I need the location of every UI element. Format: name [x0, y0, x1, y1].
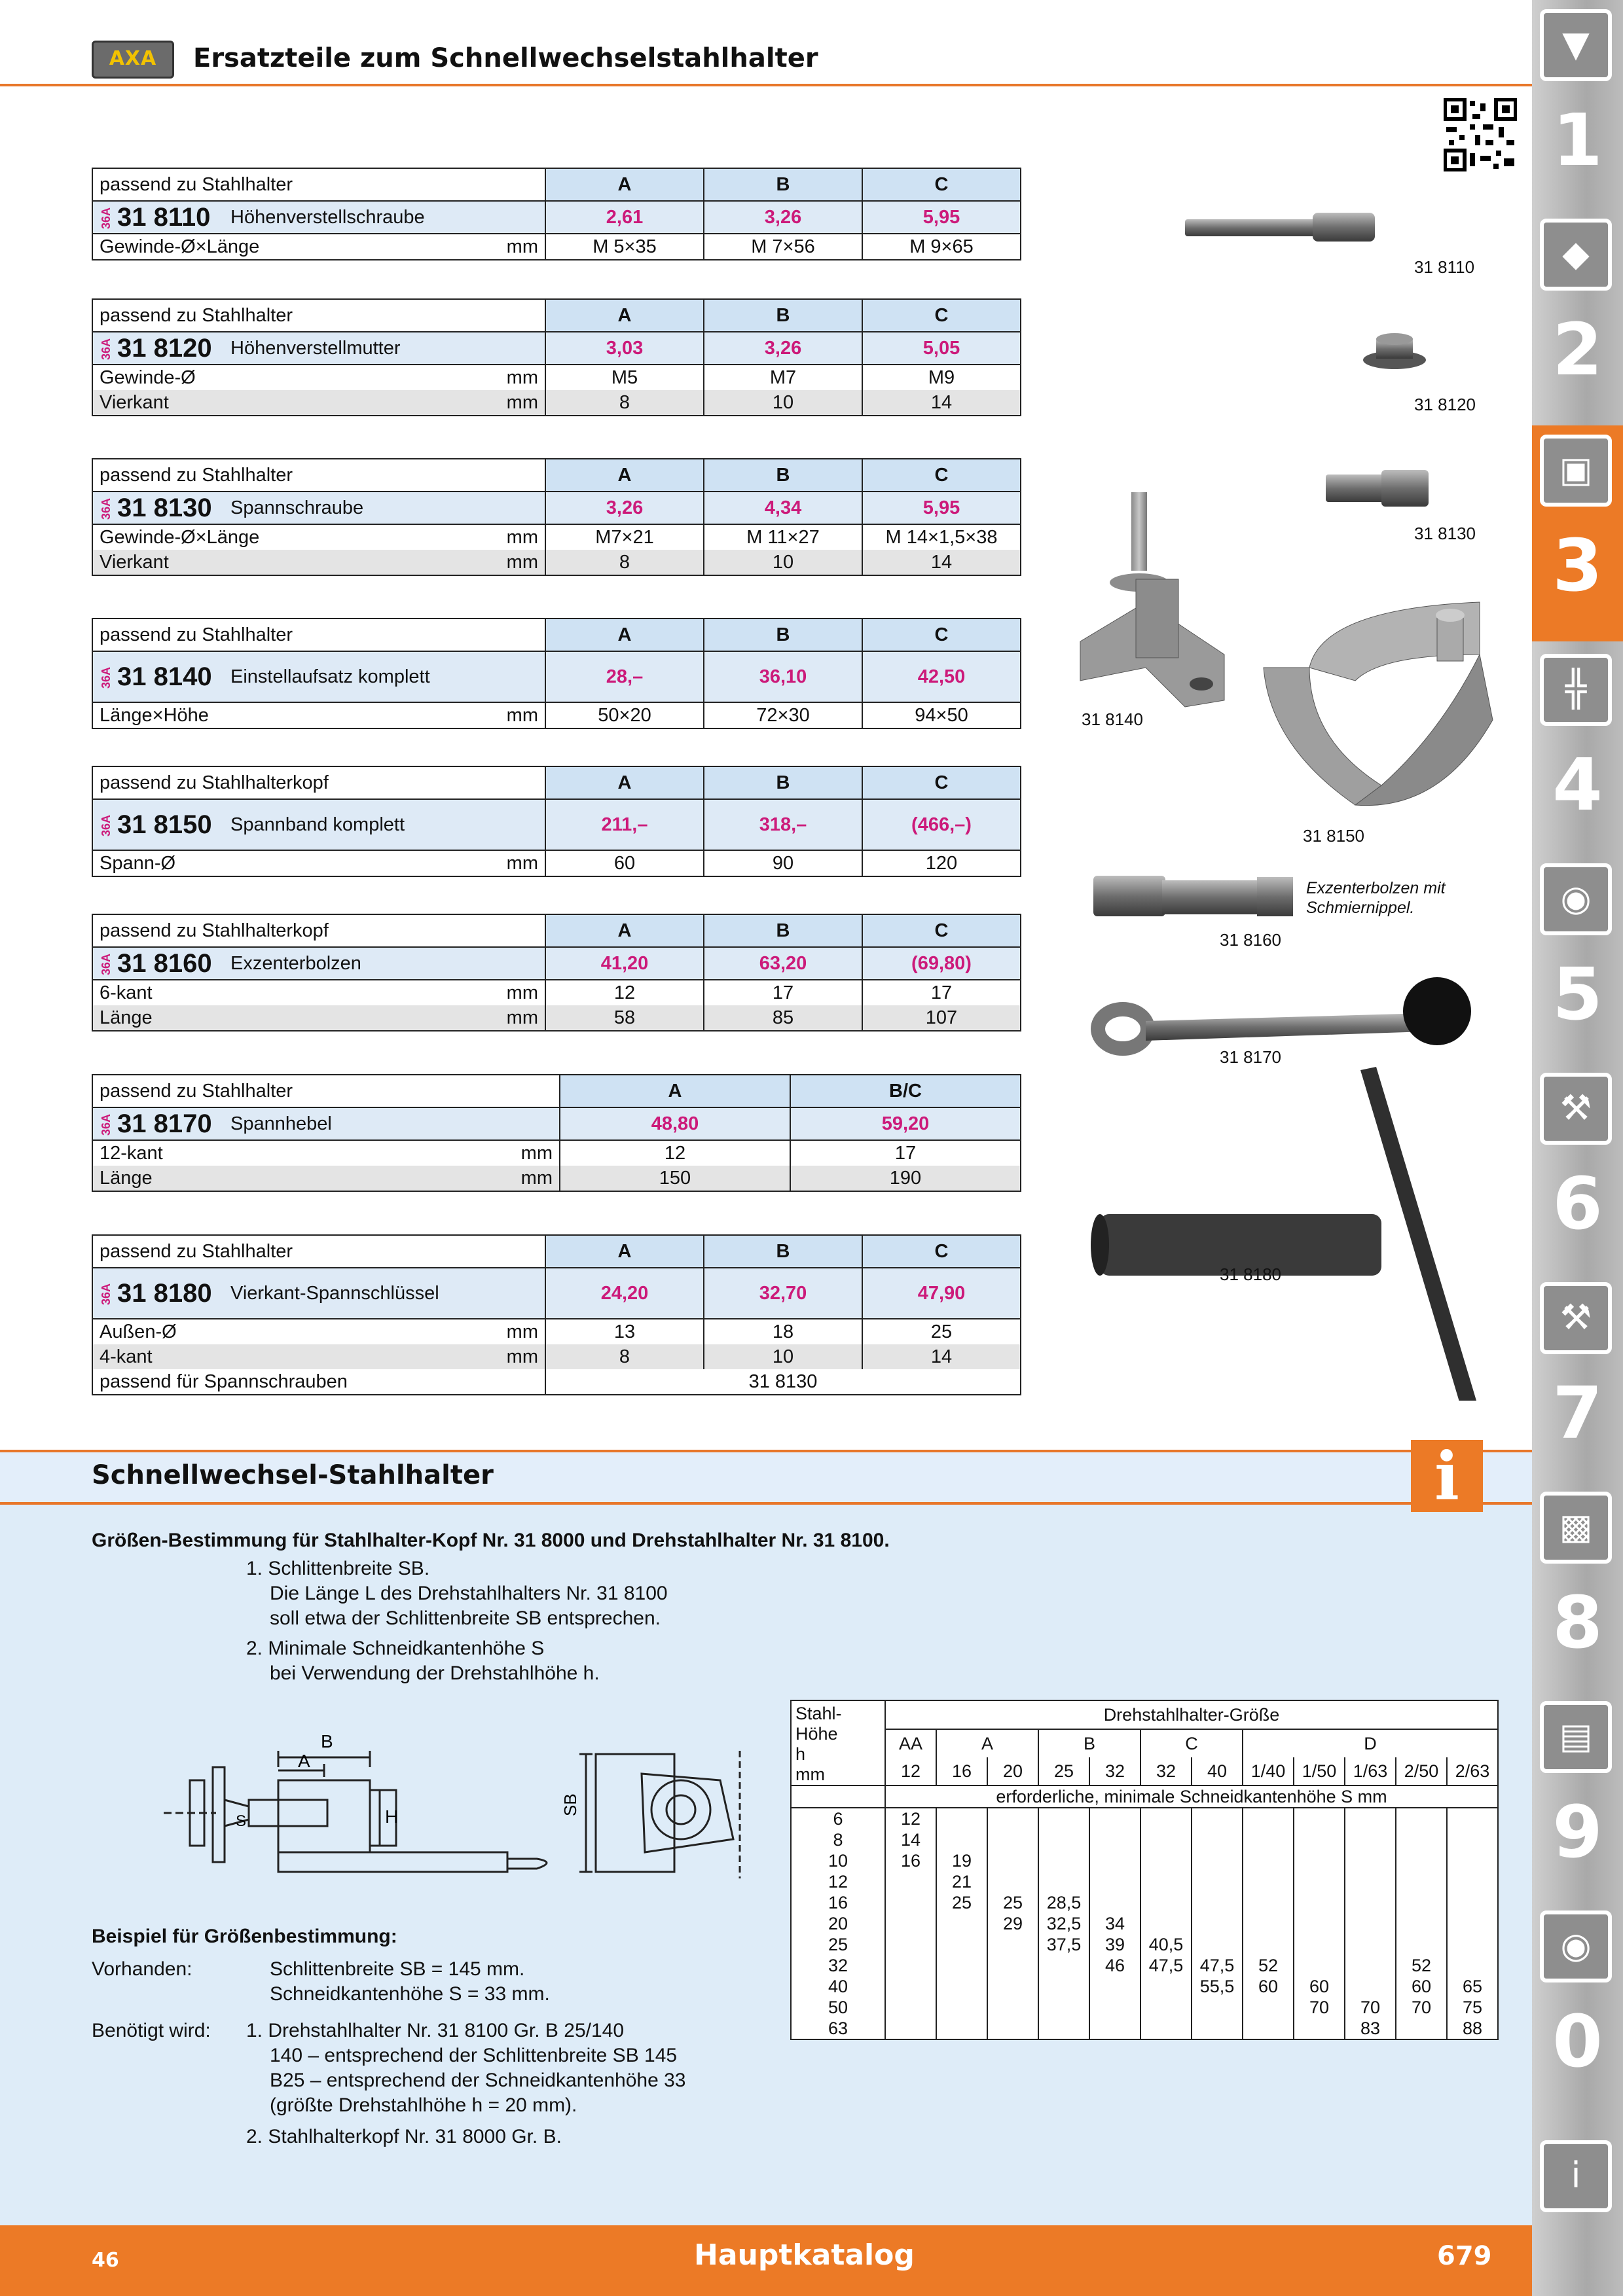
hammer-icon: ⚒	[1540, 1282, 1612, 1354]
size-table-cell	[1038, 1850, 1089, 1871]
footer-catalog-title: Hauptkatalog	[694, 2238, 915, 2272]
label-318180: 31 8180	[1220, 1265, 1281, 1284]
given-line-1: Schlittenbreite SB = 145 mm.	[270, 1958, 525, 1980]
size-table-cell	[936, 1955, 987, 1976]
size-table-cell	[1447, 1934, 1498, 1955]
size-table-cell	[1038, 1976, 1089, 1997]
cabinet-icon: ▤	[1540, 1701, 1612, 1773]
tab-chapter-7[interactable]: ⚒ 7	[1532, 1273, 1623, 1482]
size-col-6: 40	[1192, 1757, 1243, 1785]
size-table-cell	[1243, 1913, 1294, 1934]
size-col-4: 32	[1089, 1757, 1140, 1785]
size-table-cell	[1396, 1808, 1447, 1829]
size-table-cell: 88	[1447, 2018, 1498, 2039]
size-table-cell	[1140, 2018, 1192, 2039]
size-table-cell: 60	[1396, 1976, 1447, 1997]
size-table-cell: 46	[1089, 1955, 1140, 1976]
size-table-cell	[1192, 1829, 1243, 1850]
article-number: 31 8140	[117, 662, 212, 691]
step-2-text: bei Verwendung der Drehstahlhöhe h.	[270, 1662, 600, 1684]
size-table-cell	[1038, 1808, 1089, 1829]
size-table-cell	[1294, 2018, 1345, 2039]
product-name: Spannschraube	[224, 492, 545, 524]
label-318140: 31 8140	[1082, 709, 1143, 729]
size-table-cell: 37,5	[1038, 1934, 1089, 1955]
size-table-cell	[1243, 1871, 1294, 1892]
eccentric-bolt-image	[1093, 876, 1293, 916]
height-value: 10	[791, 1850, 885, 1871]
height-value: 20	[791, 1913, 885, 1934]
size-table-cell	[1038, 1997, 1089, 2018]
size-table-cell	[1140, 1829, 1192, 1850]
saw-blade-icon: ◉	[1540, 863, 1612, 935]
size-table-cell: 70	[1345, 1997, 1396, 2018]
technical-drawing	[164, 1728, 766, 1911]
clamp-band-image	[1264, 602, 1493, 806]
group-b: B	[1038, 1729, 1140, 1757]
tab-chapter-1[interactable]: ▼ 1	[1532, 0, 1623, 209]
size-table-cell	[885, 1997, 936, 2018]
size-table-cell: 75	[1447, 1997, 1498, 2018]
size-table-cell	[1243, 1934, 1294, 1955]
tab-info[interactable]	[1532, 2108, 1623, 2225]
height-value: 8	[791, 1829, 885, 1850]
size-table-row	[791, 1829, 1498, 1850]
size-table-cell	[1345, 1808, 1396, 1829]
size-table-cell	[1192, 1871, 1243, 1892]
product-table-318140: passend zu Stahlhalter A B C 36A 31 8140 Einstellaufsatz komplett 28,– 36,10 42,50 Länge×Höhe mm 50×20 72×30 94×50	[92, 618, 1021, 729]
group-c: C	[1140, 1729, 1243, 1757]
size-table-cell	[987, 1808, 1038, 1829]
size-table-cell	[885, 1976, 936, 1997]
size-col-7: 1/40	[1243, 1757, 1294, 1785]
size-table-row	[791, 2018, 1498, 2039]
need-line-3: B25 – entsprechend der Schneidkantenhöhe 33	[270, 2070, 686, 2091]
size-table-cell	[1294, 1871, 1345, 1892]
size-table-cell	[1345, 1850, 1396, 1871]
size-table-row	[791, 1955, 1498, 1976]
size-table-cell	[1345, 1913, 1396, 1934]
product-name: Höhenverstellschraube	[224, 201, 545, 234]
size-table-cell: 25	[936, 1892, 987, 1913]
size-col-1: 16	[936, 1757, 987, 1785]
size-table-cell	[1140, 1997, 1192, 2018]
size-table-cell: 47,5	[1140, 1955, 1192, 1976]
product-name: Spannband komplett	[224, 799, 545, 850]
size-table	[790, 1700, 1499, 2040]
caliper-icon: ╬	[1540, 654, 1612, 726]
size-table-cell	[1089, 1850, 1140, 1871]
size-table-row	[791, 1976, 1498, 1997]
product-table-318180: passend zu Stahlhalter A B C 36A 31 8180 Vierkant-Spannschlüssel 24,20 32,70 47,90 Außen-Ø mm 13 18 25 4-kant mm 8 10 14 passend für Spannschrauben 31 8130	[92, 1234, 1021, 1395]
size-table-cell	[1396, 1892, 1447, 1913]
size-table-cell: 70	[1294, 1997, 1345, 2018]
size-table-cell	[1038, 1955, 1089, 1976]
dim-label-b: B	[321, 1731, 333, 1751]
size-table-cell	[936, 1808, 987, 1829]
example-title: Beispiel für Größenbestimmung:	[92, 1926, 397, 1947]
size-table-cell	[1345, 1955, 1396, 1976]
dim-label-sb: SB	[560, 1793, 580, 1816]
size-table-cell	[1243, 2018, 1294, 2039]
size-table-cell	[1089, 1976, 1140, 1997]
label-318120: 31 8120	[1414, 395, 1476, 414]
size-table-cell	[936, 2018, 987, 2039]
size-table-cell: 25	[987, 1892, 1038, 1913]
dim-label-s: S	[236, 1812, 247, 1830]
info-icon: i	[1540, 2140, 1612, 2212]
size-table-cell	[1396, 1829, 1447, 1850]
group-d: D	[1243, 1729, 1498, 1757]
size-table-cell	[1192, 1850, 1243, 1871]
axa-logo: AXA	[92, 41, 174, 79]
size-table-cell	[987, 1955, 1038, 1976]
size-table-cell	[1396, 1871, 1447, 1892]
size-table-cell: 60	[1294, 1976, 1345, 1997]
given-line-2: Schneidkantenhöhe S = 33 mm.	[270, 1983, 550, 2005]
size-table-cell	[1447, 1892, 1498, 1913]
size-table-cell: 55,5	[1192, 1976, 1243, 1997]
size-table-cell	[1294, 1892, 1345, 1913]
size-table-cell	[1447, 1871, 1498, 1892]
step-1-title: 1. Schlittenbreite SB.	[246, 1558, 430, 1579]
size-table-cell	[1243, 1892, 1294, 1913]
dim-label-a: A	[298, 1751, 310, 1771]
size-table-cell	[1396, 1913, 1447, 1934]
need-line-4: (größte Drehstahlhöhe h = 20 mm).	[270, 2094, 577, 2116]
size-table-cell: 52	[1396, 1955, 1447, 1976]
size-table-cell	[1396, 1934, 1447, 1955]
size-table-cell	[1038, 1871, 1089, 1892]
size-table-cell: 70	[1396, 1997, 1447, 2018]
clamp-lever-image	[1098, 977, 1471, 1049]
product-table-318120: passend zu Stahlhalter A B C 36A 31 8120 Höhenverstellmutter 3,03 3,26 5,05 Gewinde-Ø mm M5 M7 M9 Vierkant mm 8 10 14	[92, 298, 1021, 416]
height-adjust-screw-image	[1185, 213, 1375, 242]
size-table-cell	[1243, 1829, 1294, 1850]
size-table-cell	[987, 2018, 1038, 2039]
size-table-cell	[1447, 1913, 1498, 1934]
wrench-icon: ⚒	[1540, 1073, 1612, 1145]
product-name: Spannhebel	[224, 1107, 560, 1140]
size-table-group-head: Drehstahlhalter-Größe	[885, 1700, 1498, 1729]
size-table-cell: 29	[987, 1913, 1038, 1934]
size-table-cell	[1089, 1829, 1140, 1850]
product-table-318150: passend zu Stahlhalterkopf A B C 36A 31 8150 Spannband komplett 211,– 318,– (466,–) Spann-Ø mm 60 90 120	[92, 766, 1021, 877]
size-table-cell: 19	[936, 1850, 987, 1871]
size-table-cell	[1396, 1850, 1447, 1871]
size-table-sub-head: erforderliche, minimale Schneidkantenhöhe S mm	[885, 1785, 1498, 1808]
size-table-cell	[1345, 1934, 1396, 1955]
size-table-cell	[987, 1997, 1038, 2018]
product-images	[1074, 92, 1525, 1401]
size-table-cell	[1089, 1871, 1140, 1892]
size-table-cell	[1192, 1997, 1243, 2018]
size-table-cell	[1089, 1997, 1140, 2018]
size-col-11: 2/63	[1447, 1757, 1498, 1785]
size-table-cell	[936, 1829, 987, 1850]
label-318130: 31 8130	[1414, 524, 1476, 543]
setting-attachment-image	[1080, 492, 1224, 707]
size-table-cell: 47,5	[1192, 1955, 1243, 1976]
size-table-cell	[1140, 1871, 1192, 1892]
size-col-5: 32	[1140, 1757, 1192, 1785]
product-name: Höhenverstellmutter	[224, 332, 545, 365]
height-value: 32	[791, 1955, 885, 1976]
size-table-cell	[1447, 1808, 1498, 1829]
size-col-2: 20	[987, 1757, 1038, 1785]
toolbox-icon: ▩	[1540, 1492, 1612, 1564]
size-table-cell	[1089, 1808, 1140, 1829]
article-number: 31 8130	[117, 493, 212, 522]
size-col-8: 1/50	[1294, 1757, 1345, 1785]
article-number: 31 8170	[117, 1109, 212, 1138]
insert-icon: ◆	[1540, 219, 1612, 291]
product-table-318160: passend zu Stahlhalterkopf A B C 36A 31 8160 Exzenterbolzen 41,20 63,20 (69,80) 6-kant mm 12 17 17 Länge mm 58 85 107	[92, 914, 1021, 1031]
size-table-cell	[1294, 1808, 1345, 1829]
size-table-cell	[1192, 1934, 1243, 1955]
height-value: 6	[791, 1808, 885, 1829]
height-value: 16	[791, 1892, 885, 1913]
product-table-318110: passend zu Stahlhalter A B C 36A 31 8110 Höhenverstellschraube 2,61 3,26 5,95 Gewinde-Ø×Länge mm M 5×35 M 7×56 M 9×65	[92, 168, 1021, 260]
size-table-cell	[1038, 1829, 1089, 1850]
size-table-cell	[885, 1913, 936, 1934]
label-318110: 31 8110	[1414, 257, 1475, 277]
size-table-cell	[1192, 2018, 1243, 2039]
tab-chapter-2[interactable]: ◆ 2	[1532, 209, 1623, 419]
size-table-cell	[885, 1892, 936, 1913]
size-table-row	[791, 1913, 1498, 1934]
size-table-cell	[936, 1913, 987, 1934]
size-table-cell	[1140, 1892, 1192, 1913]
label-318150: 31 8150	[1303, 826, 1364, 846]
height-value: 25	[791, 1934, 885, 1955]
size-table-cell	[1038, 2018, 1089, 2039]
size-col-9: 1/63	[1345, 1757, 1396, 1785]
tab-chapter-4[interactable]: ╬ 4	[1532, 645, 1623, 854]
given-label: Vorhanden:	[92, 1958, 192, 1980]
size-table-cell	[1345, 1871, 1396, 1892]
size-table-cell	[1243, 1850, 1294, 1871]
size-table-cell	[936, 1997, 987, 2018]
size-col-3: 25	[1038, 1757, 1089, 1785]
info-icon: i	[1411, 1440, 1483, 1512]
size-table-cell	[1294, 1829, 1345, 1850]
note-318160: Exzenterbolzen mit Schmiernippel.	[1306, 879, 1446, 917]
article-number: 31 8160	[117, 948, 212, 978]
tab-chapter-9[interactable]: ▤ 9	[1532, 1692, 1623, 1901]
size-table-row	[791, 1808, 1498, 1829]
size-table-row	[791, 1892, 1498, 1913]
tool-holder-icon: ▣	[1540, 435, 1612, 507]
size-table-cell	[1140, 1913, 1192, 1934]
size-table-cell	[936, 1976, 987, 1997]
need-label: Benötigt wird:	[92, 2020, 211, 2041]
size-table-cell	[936, 1934, 987, 1955]
size-table-cell	[1243, 1808, 1294, 1829]
size-table-cell	[885, 2018, 936, 2039]
article-number: 31 8110	[117, 202, 211, 232]
size-table-cell	[1294, 1850, 1345, 1871]
size-table-cell: 16	[885, 1850, 936, 1871]
size-table-cell	[885, 1934, 936, 1955]
size-table-cell	[1140, 1808, 1192, 1829]
size-table-cell	[885, 1955, 936, 1976]
size-table-cell	[1396, 2018, 1447, 2039]
height-value: 50	[791, 1997, 885, 2018]
size-table-cell	[885, 1871, 936, 1892]
step-1-text-1: Die Länge L des Drehstahlhalters Nr. 31 8100	[270, 1583, 668, 1604]
article-number: 31 8150	[117, 810, 212, 839]
size-table-cell: 28,5	[1038, 1892, 1089, 1913]
size-table-cell	[1192, 1808, 1243, 1829]
height-adjust-nut-image	[1363, 333, 1426, 369]
dim-label-h: H	[385, 1806, 399, 1827]
tab-chapter-8[interactable]: ▩ 8	[1532, 1482, 1623, 1692]
size-table-cell: 60	[1243, 1976, 1294, 1997]
size-table-cell	[987, 1976, 1038, 1997]
chapter-tabs	[1532, 0, 1623, 2296]
group-a: A	[936, 1729, 1038, 1757]
label-318160: 31 8160	[1220, 930, 1281, 950]
height-value: 40	[791, 1976, 885, 1997]
size-table-row	[791, 1934, 1498, 1955]
square-spanner-image	[1091, 1067, 1476, 1401]
step-1-text-2: soll etwa der Schlittenbreite SB entsprechen.	[270, 1607, 661, 1629]
tab-chapter-3[interactable]: ▣ 3	[1532, 425, 1623, 641]
tab-chapter-5[interactable]: ◉ 5	[1532, 854, 1623, 1064]
size-table-cell	[1294, 1955, 1345, 1976]
product-name: Vierkant-Spannschlüssel	[224, 1268, 545, 1319]
size-table-col-head: Stahl- Höhe h mm	[791, 1700, 885, 1785]
height-value: 63	[791, 2018, 885, 2039]
size-table-cell	[1089, 2018, 1140, 2039]
size-table-cell	[1345, 1829, 1396, 1850]
info-title: Schnellwechsel-Stahlhalter	[92, 1460, 494, 1490]
size-table-cell	[1447, 1850, 1498, 1871]
product-name: Einstellaufsatz komplett	[224, 651, 545, 702]
page-title: Ersatzteile zum Schnellwechselstahlhalter	[193, 43, 818, 73]
size-table-row	[791, 1871, 1498, 1892]
group-aa: AA	[885, 1729, 936, 1757]
product-name: Exzenterbolzen	[224, 947, 545, 980]
size-table-cell	[987, 1850, 1038, 1871]
size-table-cell: 52	[1243, 1955, 1294, 1976]
size-table-cell: 12	[885, 1808, 936, 1829]
size-table-cell	[1294, 1913, 1345, 1934]
step-2-title: 2. Minimale Schneidkantenhöhe S	[246, 1638, 545, 1659]
tab-chapter-0[interactable]: ◉ 0	[1532, 1901, 1623, 2111]
size-table-cell: 40,5	[1140, 1934, 1192, 1955]
footer-left-number: 46	[92, 2249, 119, 2272]
size-table-cell: 34	[1089, 1913, 1140, 1934]
page-number: 679	[1437, 2241, 1492, 2271]
size-table-cell	[1447, 1829, 1498, 1850]
size-table-row	[791, 1850, 1498, 1871]
product-table-318130: passend zu Stahlhalter A B C 36A 31 8130 Spannschraube 3,26 4,34 5,95 Gewinde-Ø×Länge mm M7×21 M 11×27 M 14×1,5×38 Vierkant mm 8 10 14	[92, 458, 1021, 576]
size-table-cell	[1447, 1955, 1498, 1976]
size-table-cell	[1294, 1934, 1345, 1955]
size-table-cell	[1192, 1892, 1243, 1913]
size-table-cell: 83	[1345, 2018, 1396, 2039]
product-table-318170: passend zu Stahlhalter A B/C 36A 31 8170 Spannhebel 48,80 59,20 12-kant mm 12 17 Länge mm 150 190	[92, 1074, 1021, 1192]
height-value: 12	[791, 1871, 885, 1892]
size-table-cell: 39	[1089, 1934, 1140, 1955]
size-table-row	[791, 1997, 1498, 2018]
info-subtitle: Größen-Bestimmung für Stahlhalter-Kopf Nr. 31 8000 und Drehstahlhalter Nr. 31 8100.	[92, 1530, 890, 1551]
size-table-cell	[987, 1934, 1038, 1955]
size-table-cell: 65	[1447, 1976, 1498, 1997]
need-line-5: 2. Stahlhalterkopf Nr. 31 8000 Gr. B.	[246, 2126, 562, 2147]
size-table-cell	[1243, 1997, 1294, 2018]
size-table-cell	[1089, 1892, 1140, 1913]
size-table-cell	[1345, 1976, 1396, 1997]
size-table-cell	[1345, 1892, 1396, 1913]
size-table-cell: 32,5	[1038, 1913, 1089, 1934]
size-col-10: 2/50	[1396, 1757, 1447, 1785]
size-col-0: 12	[885, 1757, 936, 1785]
article-number: 31 8180	[117, 1278, 212, 1308]
tab-chapter-6[interactable]: ⚒ 6	[1532, 1064, 1623, 1273]
drill-icon: ▼	[1540, 9, 1612, 81]
article-number: 31 8120	[117, 333, 212, 363]
need-line-2: 140 – entsprechend der Schlittenbreite SB 145	[270, 2045, 678, 2066]
size-table-cell: 14	[885, 1829, 936, 1850]
need-line-1: 1. Drehstahlhalter Nr. 31 8100 Gr. B 25/140	[246, 2020, 625, 2041]
size-table-cell	[1140, 1976, 1192, 1997]
safety-glasses-icon: ◉	[1540, 1910, 1612, 1982]
size-table-cell: 21	[936, 1871, 987, 1892]
size-table-cell	[1140, 1850, 1192, 1871]
label-318170: 31 8170	[1220, 1047, 1281, 1067]
size-table-cell	[987, 1871, 1038, 1892]
clamp-screw-image	[1326, 470, 1429, 507]
size-table-cell	[987, 1829, 1038, 1850]
size-table-cell	[1192, 1913, 1243, 1934]
